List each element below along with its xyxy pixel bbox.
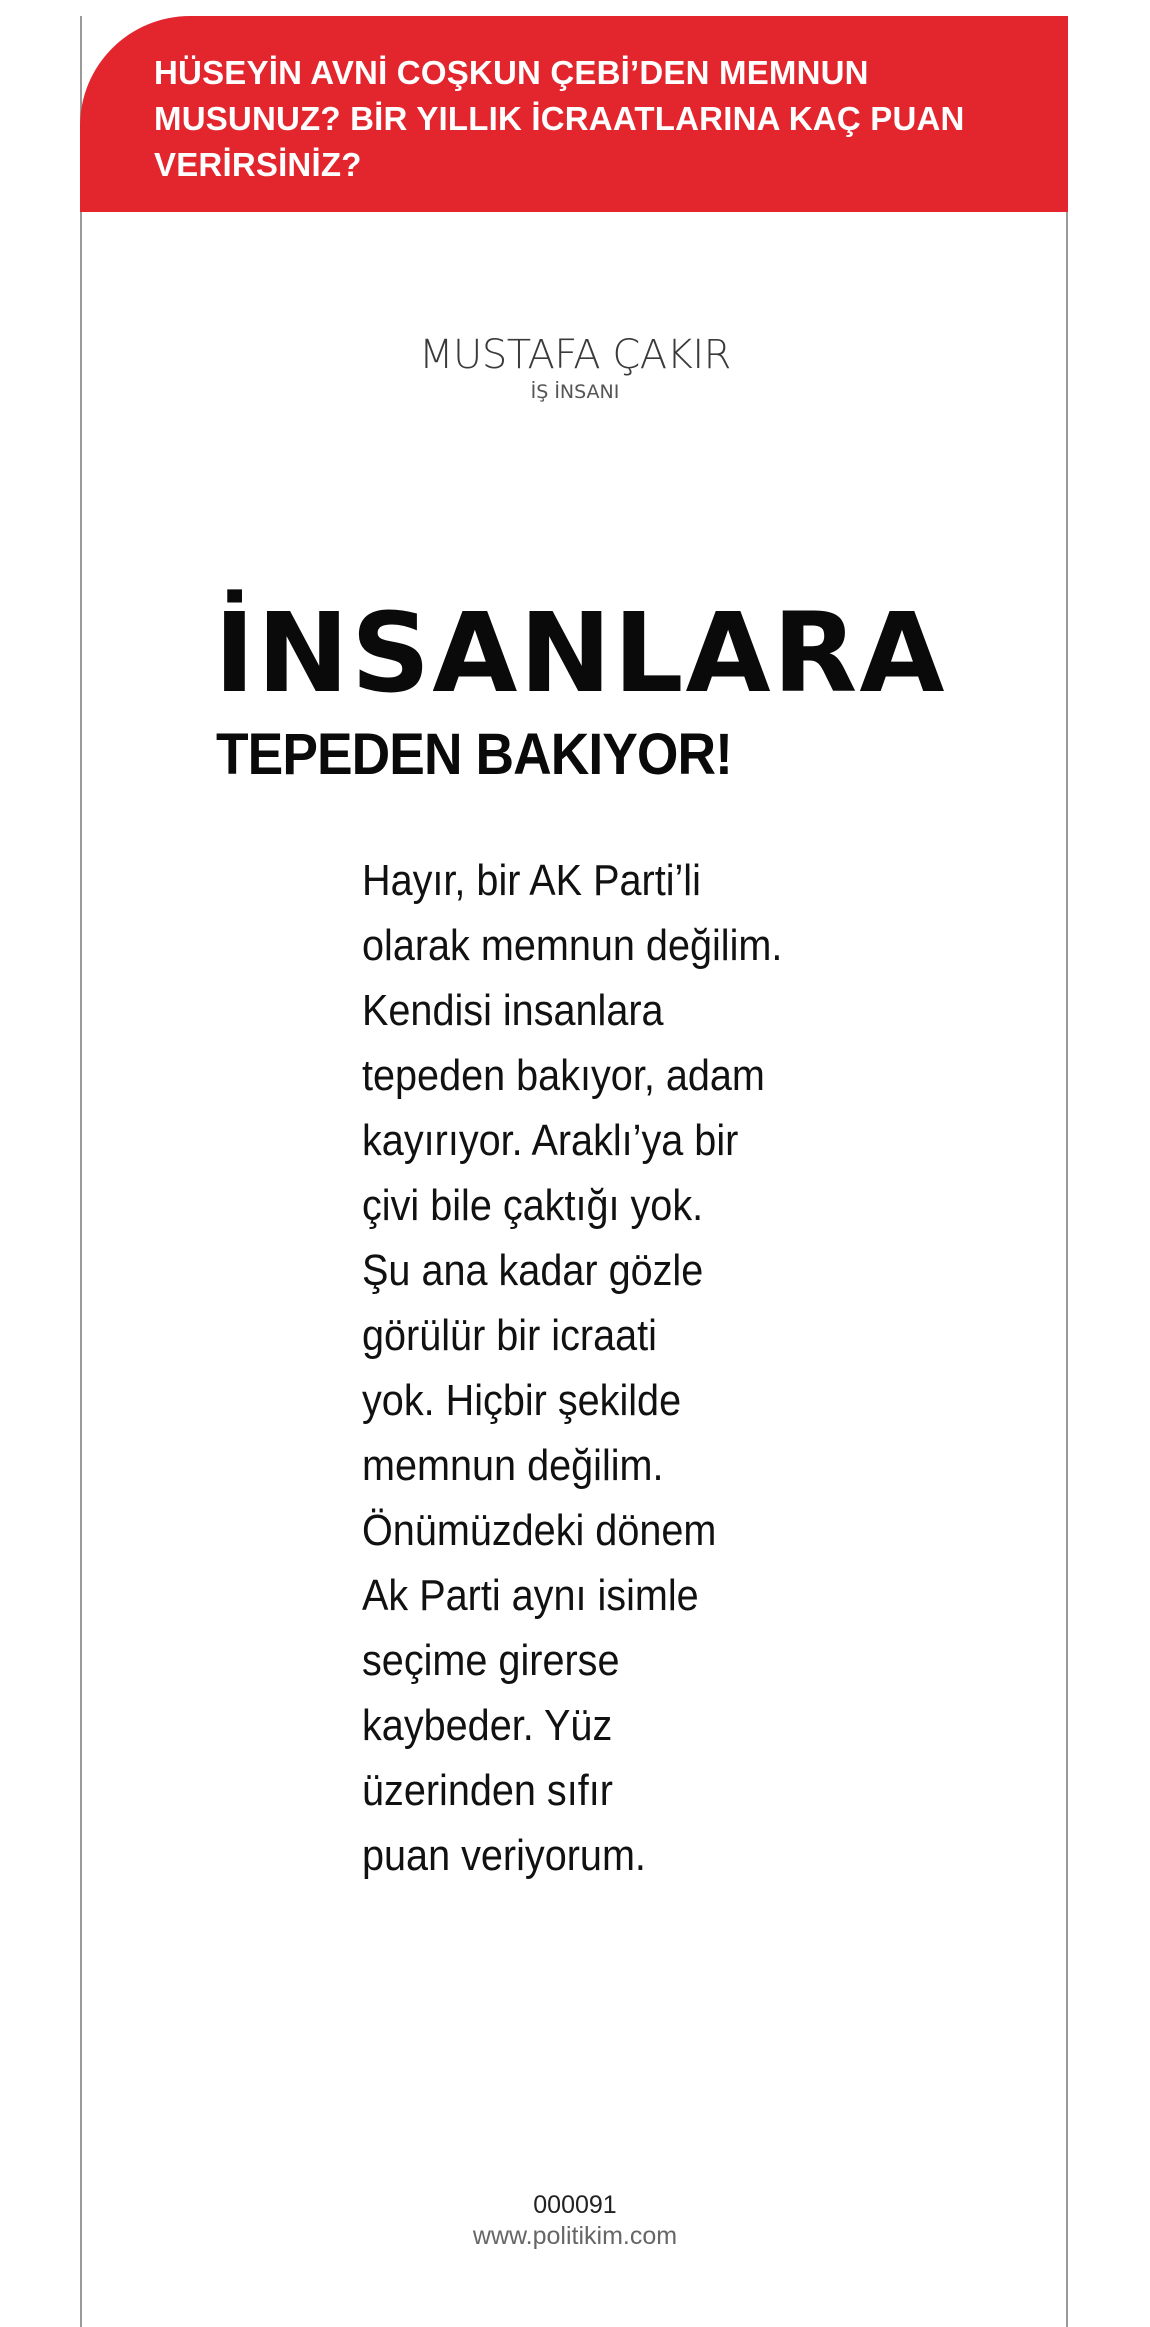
headline-main: İNSANLARA [214,589,947,717]
answer-line: görülür bir icraati [362,1311,657,1360]
author-block [0,330,1150,404]
answer-line: Şu ana kadar gözle [362,1246,704,1295]
question-line: HÜSEYİN AVNİ COŞKUN ÇEBİ’DEN MEMNUN [154,54,869,91]
question-banner [80,16,1068,212]
page-code: 000091 [533,2191,617,2219]
answer-line: tepeden bakıyor, adam [362,1051,765,1100]
question-line: MUSUNUZ? BİR YILLIK İCRAATLARINA KAÇ PUAN [154,100,965,137]
answer-line: çivi bile çaktığı yok. [362,1181,704,1230]
question-text [154,50,1028,188]
author-name: MUSTAFA ÇAKIR [419,332,731,378]
question-line: VERİRSİNİZ? [154,146,362,183]
headline-sub: TEPEDEN BAKIYOR! [216,722,732,787]
answer-line: Ak Parti aynı isimle [362,1571,699,1620]
answer-line: üzerinden sıfır [362,1766,613,1815]
website-link[interactable]: www.politikim.com [472,2222,678,2250]
answer-line: Kendisi insanlara [362,986,664,1035]
answer-line: kayırıyor. Araklı’ya bir [362,1116,739,1165]
answer-line: Önümüzdeki dönem [362,1506,717,1555]
footer [0,2190,1150,2252]
answer-line: seçime girerse [362,1636,620,1685]
answer-line: Hayır, bir AK Parti’li [362,856,701,905]
answer-line: yok. Hiçbir şekilde [362,1376,682,1425]
answer-text [362,848,882,1888]
answer-line: kaybeder. Yüz [362,1701,613,1750]
answer-line: puan veriyorum. [362,1831,646,1880]
author-title: İŞ İNSANI [530,381,620,403]
answer-line: olarak memnun değilim. [362,921,783,970]
answer-line: memnun değilim. [362,1441,664,1490]
